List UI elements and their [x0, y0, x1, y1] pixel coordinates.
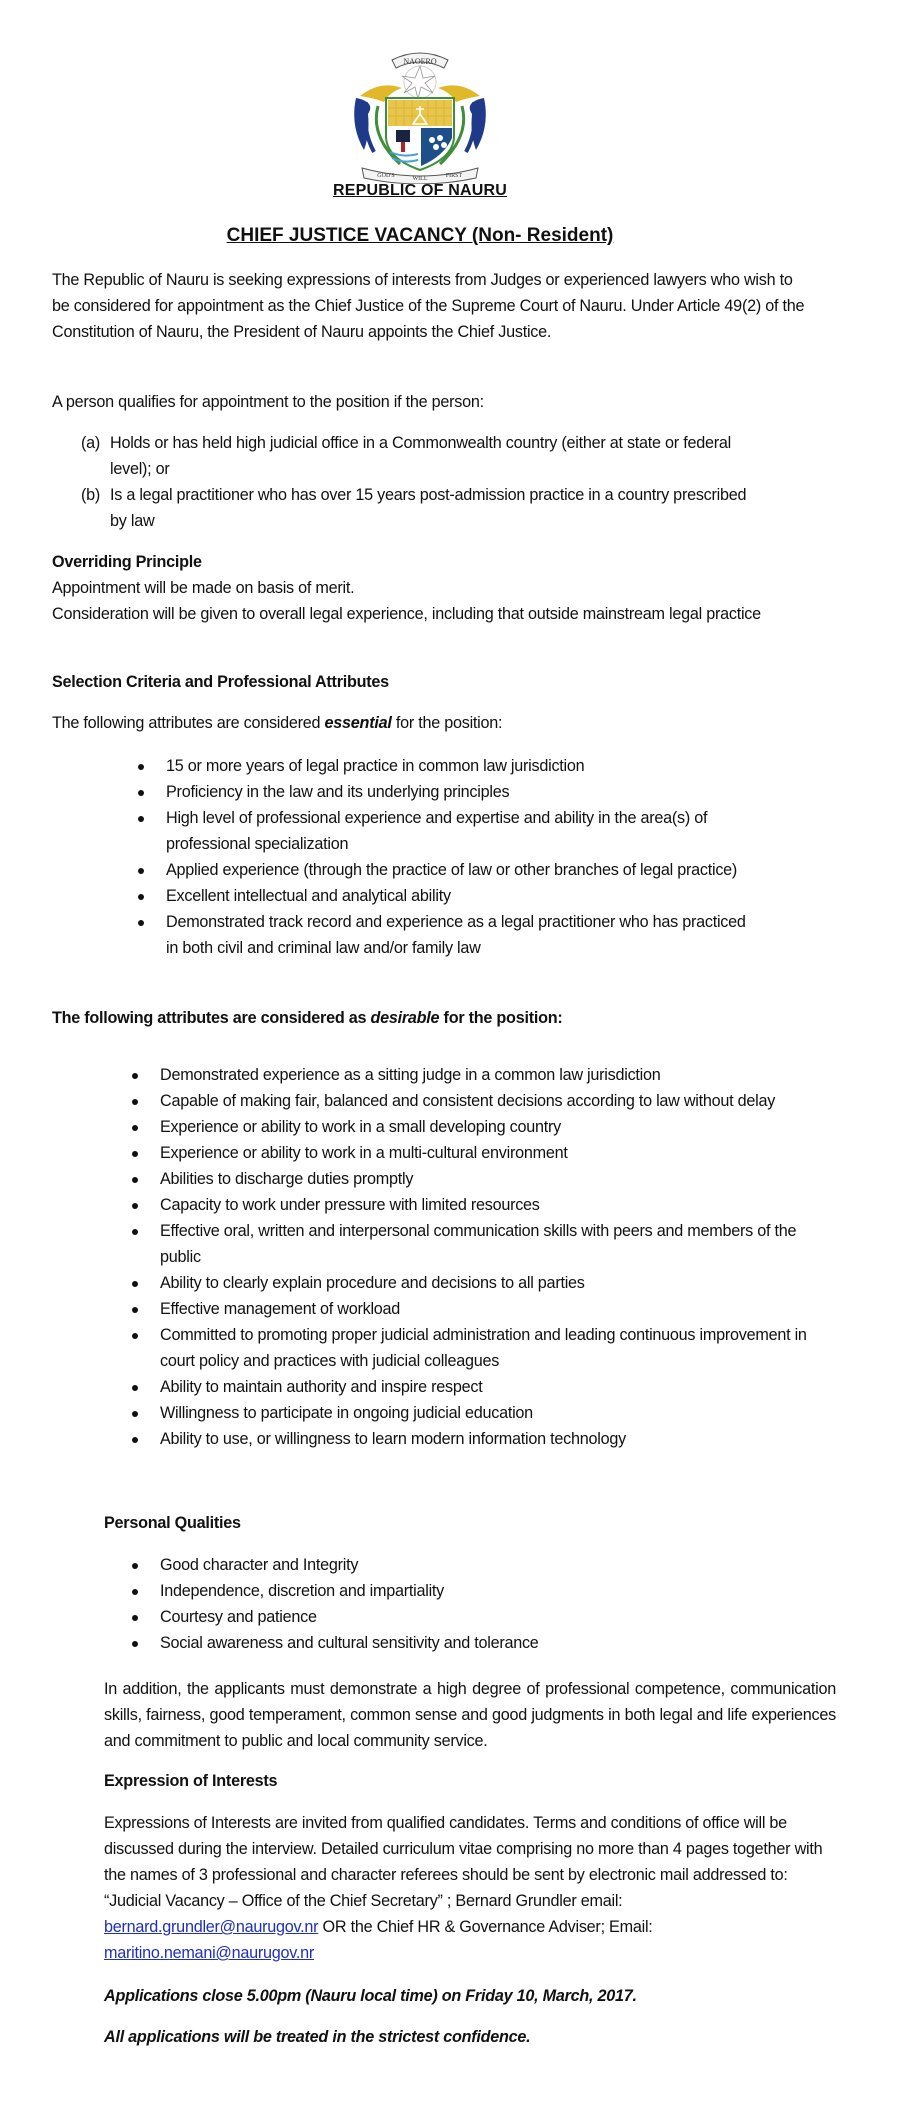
- addition-paragraph: In addition, the applicants must demonstrate a high degree of professional competence, communication skills, fairness, good temperament, common sense and good judgments in both legal and life experiences and commitment to public and local community service.: [104, 1680, 836, 1750]
- bullet-icon: [138, 790, 144, 796]
- email-link-maritino[interactable]: maritino.nemani@naurugov.nr: [104, 1944, 315, 1962]
- expression-heading: Expression of Interests: [104, 1772, 278, 1790]
- desirable-item: [160, 1088, 820, 1114]
- personal-item-text: Social awareness and cultural sensitivity and tolerance: [160, 1634, 539, 1652]
- desirable-item-text: Experience or ability to work in a small developing country: [160, 1118, 561, 1136]
- email-link-bernard[interactable]: bernard.grundler@naurugov.nr: [104, 1918, 319, 1936]
- intro-paragraph: The Republic of Nauru is seeking expressions of interests from Judges or experienced lawyers who wish to be considered for appointment as the Chief Justice of the Supreme Court of Nauru. Under Article 49(2) of the Constitution of Nauru, the President of Nauru appoints the Chief Justice.: [52, 271, 805, 341]
- essential-item: [166, 909, 746, 961]
- desirable-item: [160, 1166, 820, 1192]
- bullet-icon: [132, 1333, 138, 1339]
- desirable-item: [160, 1374, 820, 1400]
- desirable-item-text: Committed to promoting proper judicial administration and leading continuous improvement in court policy and practices with judicial colleagues: [160, 1326, 807, 1370]
- essential-lead-pre: The following attributes are considered: [52, 714, 325, 732]
- bullet-icon: [132, 1307, 138, 1313]
- selection-heading: Selection Criteria and Professional Attributes: [52, 673, 389, 691]
- closing-date: Applications close 5.00pm (Nauru local time) on Friday 10, March, 2017.: [104, 1987, 637, 2005]
- personal-item-text: Independence, discretion and impartiality: [160, 1582, 445, 1600]
- essential-item-text: High level of professional experience and expertise and ability in the area(s) of professional specialization: [166, 809, 708, 853]
- bullet-icon: [138, 764, 144, 770]
- desirable-item-text: Effective management of workload: [160, 1300, 401, 1318]
- essential-item: [166, 805, 746, 857]
- desirable-item: [160, 1114, 820, 1140]
- crest-motto-word-1: GOD'S: [377, 173, 395, 179]
- bullet-icon: [132, 1563, 138, 1569]
- qualification-text: Is a legal practitioner who has over 15 years post-admission practice in a country prescribed by law: [110, 486, 747, 530]
- overriding-line-2: Consideration will be given to overall legal experience, including that outside mainstream legal practice: [52, 605, 761, 623]
- bullet-icon: [138, 816, 144, 822]
- desirable-item-text: Experience or ability to work in a multi-cultural environment: [160, 1144, 568, 1162]
- essential-item: [166, 753, 746, 779]
- desirable-item: [160, 1296, 820, 1322]
- essential-item-text: Proficiency in the law and its underlying principles: [166, 783, 510, 801]
- overriding-heading: Overriding Principle: [52, 553, 202, 571]
- essential-item-text: Demonstrated track record and experience as a legal practitioner who has practiced in both civil and criminal law and/or family law: [166, 913, 746, 957]
- desirable-item: [160, 1192, 820, 1218]
- bullet-icon: [132, 1073, 138, 1079]
- personal-list: [160, 1552, 820, 1656]
- personal-heading: Personal Qualities: [104, 1514, 241, 1532]
- bullet-icon: [132, 1229, 138, 1235]
- page-title: CHIEF JUSTICE VACANCY (Non- Resident): [226, 225, 614, 246]
- personal-item: [160, 1604, 820, 1630]
- essential-item: [166, 779, 746, 805]
- expression-body-2: OR the Chief HR & Governance Adviser; Email:: [318, 1918, 653, 1936]
- essential-item-text: Excellent intellectual and analytical ability: [166, 887, 451, 905]
- desirable-item: [160, 1140, 820, 1166]
- qualifies-lead: A person qualifies for appointment to the position if the person:: [52, 393, 484, 411]
- desirable-item-text: Ability to maintain authority and inspire respect: [160, 1378, 483, 1396]
- bullet-icon: [138, 868, 144, 874]
- bullet-icon: [138, 894, 144, 900]
- bullet-icon: [138, 920, 144, 926]
- coat-of-arms-icon: [340, 46, 500, 184]
- desirable-item-text: Ability to use, or willingness to learn modern information technology: [160, 1430, 626, 1448]
- bullet-icon: [132, 1615, 138, 1621]
- desirable-item-text: Demonstrated experience as a sitting judge in a common law jurisdiction: [160, 1066, 661, 1084]
- desirable-item-text: Willingness to participate in ongoing judicial education: [160, 1404, 533, 1422]
- desirable-emphasis: desirable: [370, 1009, 440, 1027]
- desirable-item: [160, 1062, 820, 1088]
- expression-body-1: Expressions of Interests are invited from qualified candidates. Terms and conditions of office will be discussed during the interview. Detailed curriculum vitae comprising no more than 4 pages together with the names of 3 professional and character referees should be sent by electronic mail addressed to: “Judicial Vacancy – Office of the Chief Secretary” ; Bernard Grundler email:: [104, 1814, 823, 1910]
- personal-item: [160, 1552, 820, 1578]
- bullet-icon: [132, 1151, 138, 1157]
- bullet-icon: [132, 1437, 138, 1443]
- personal-item-text: Good character and Integrity: [160, 1556, 359, 1574]
- desirable-item: [160, 1426, 820, 1452]
- essential-lead-post: for the position:: [391, 714, 503, 732]
- desirable-item: [160, 1270, 820, 1296]
- crest-motto-word-3: FIRST: [445, 173, 463, 179]
- country-name: REPUBLIC OF NAURU: [332, 182, 508, 199]
- desirable-item: [160, 1322, 820, 1374]
- desirable-lead: [52, 1005, 812, 1031]
- desirable-item-text: Abilities to discharge duties promptly: [160, 1170, 414, 1188]
- bullet-icon: [132, 1177, 138, 1183]
- bullet-icon: [132, 1125, 138, 1131]
- essential-item: [166, 857, 746, 883]
- confidentiality-note: All applications will be treated in the strictest confidence.: [104, 2028, 531, 2046]
- essential-list: [166, 753, 746, 961]
- desirable-item-text: Capacity to work under pressure with limited resources: [160, 1196, 540, 1214]
- bullet-icon: [132, 1589, 138, 1595]
- bullet-icon: [132, 1411, 138, 1417]
- desirable-lead-post: for the position:: [439, 1009, 563, 1027]
- bullet-icon: [132, 1099, 138, 1105]
- desirable-list: [160, 1062, 820, 1452]
- essential-lead: [52, 710, 812, 736]
- crest-motto-top: NAOERO: [403, 57, 437, 66]
- essential-emphasis: essential: [324, 714, 392, 732]
- overriding-line-1: Appointment will be made on basis of merit.: [52, 579, 355, 597]
- essential-item-text: Applied experience (through the practice of law or other branches of legal practice): [166, 861, 738, 879]
- desirable-item: [160, 1400, 820, 1426]
- desirable-item-text: Capable of making fair, balanced and consistent decisions according to law without delay: [160, 1092, 776, 1110]
- desirable-item-text: Ability to clearly explain procedure and decisions to all parties: [160, 1274, 585, 1292]
- essential-item: [166, 883, 746, 909]
- desirable-item: [160, 1218, 820, 1270]
- expression-paragraph: [104, 1810, 839, 1966]
- personal-item: [160, 1630, 820, 1656]
- qualification-marker: (b): [81, 486, 101, 504]
- bullet-icon: [132, 1641, 138, 1647]
- essential-item-text: 15 or more years of legal practice in common law jurisdiction: [166, 757, 585, 775]
- qualification-text: Holds or has held high judicial office in a Commonwealth country (either at state or federal level); or: [110, 434, 731, 478]
- crest-motto-word-2: WILL: [412, 176, 428, 182]
- qualifications-list: [81, 430, 760, 534]
- bullet-icon: [132, 1281, 138, 1287]
- desirable-item-text: Effective oral, written and interpersonal communication skills with peers and members of the public: [160, 1222, 797, 1266]
- qualification-item: [81, 430, 760, 482]
- personal-item: [160, 1578, 820, 1604]
- personal-item-text: Courtesy and patience: [160, 1608, 317, 1626]
- bullet-icon: [132, 1203, 138, 1209]
- qualification-marker: (a): [81, 434, 101, 452]
- qualification-item: [81, 482, 760, 534]
- bullet-icon: [132, 1385, 138, 1391]
- desirable-lead-pre: The following attributes are considered as: [52, 1009, 371, 1027]
